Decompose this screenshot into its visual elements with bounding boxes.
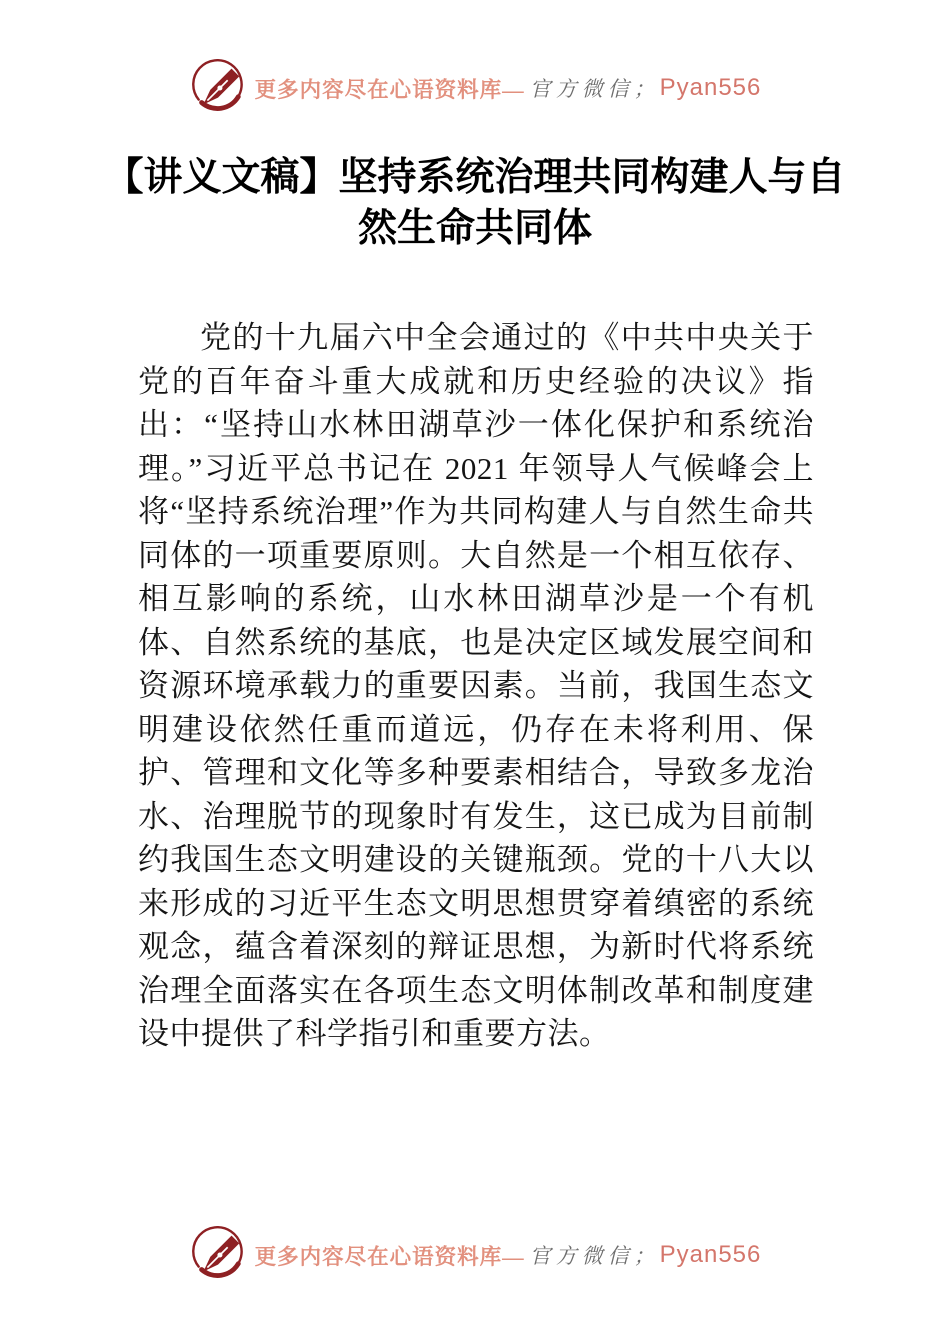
watermark-wechat-label: 官方微信； xyxy=(529,1244,660,1268)
footer-watermark xyxy=(0,1226,950,1284)
watermark-wechat-id: Pyan556 xyxy=(659,1241,762,1268)
pen-nib-logo-icon xyxy=(189,1226,247,1284)
page-title xyxy=(100,152,850,255)
header-watermark xyxy=(0,59,950,117)
watermark-site-text: 更多内容尽在心语资料库— xyxy=(254,77,525,102)
page-title-line-2: 然生命共同体 xyxy=(357,207,592,251)
watermark-site-text: 更多内容尽在心语资料库— xyxy=(254,1244,525,1269)
pen-nib-logo-icon xyxy=(189,59,247,117)
article-paragraph: 党的十九届六中全会通过的《中共中央关于党的百年奋斗重大成就和历史经验的决议》指出：“坚持山水林田湖草沙一体化保护和系统治理。”习近平总书记在 2021 年领导人气候峰会上将“坚持系统治理”作为共同构建人与自然生命共同体的一项重要原则。大自然是一个相互依存、相互影响的系统，山水林田湖草沙是一个有机体、自然系统的基底，也是决定区域发展空间和资源环境承载力的重要因素。当前，我国生态文明建设依然任重而道远，仍存在未将利用、保护、管理和文化等多种要素相结合，导致多龙治水、治理脱节的现象时有发生，这已成为目前制约我国生态文明建设的关键瓶颈。党的十八大以来形成的习近平生态文明思想贯穿着缜密的系统观念，蕴含着深刻的辩证思想，为新时代将系统治理全面落实在各项生态文明体制改革和制度建设中提供了科学指引和重要方法。 xyxy=(138,320,814,1051)
watermark-wechat-label: 官方微信； xyxy=(529,77,660,101)
watermark-wechat-id: Pyan556 xyxy=(659,74,762,101)
page-title-line-1: 【讲义文稿】坚持系统治理共同构建人与自 xyxy=(104,156,846,199)
